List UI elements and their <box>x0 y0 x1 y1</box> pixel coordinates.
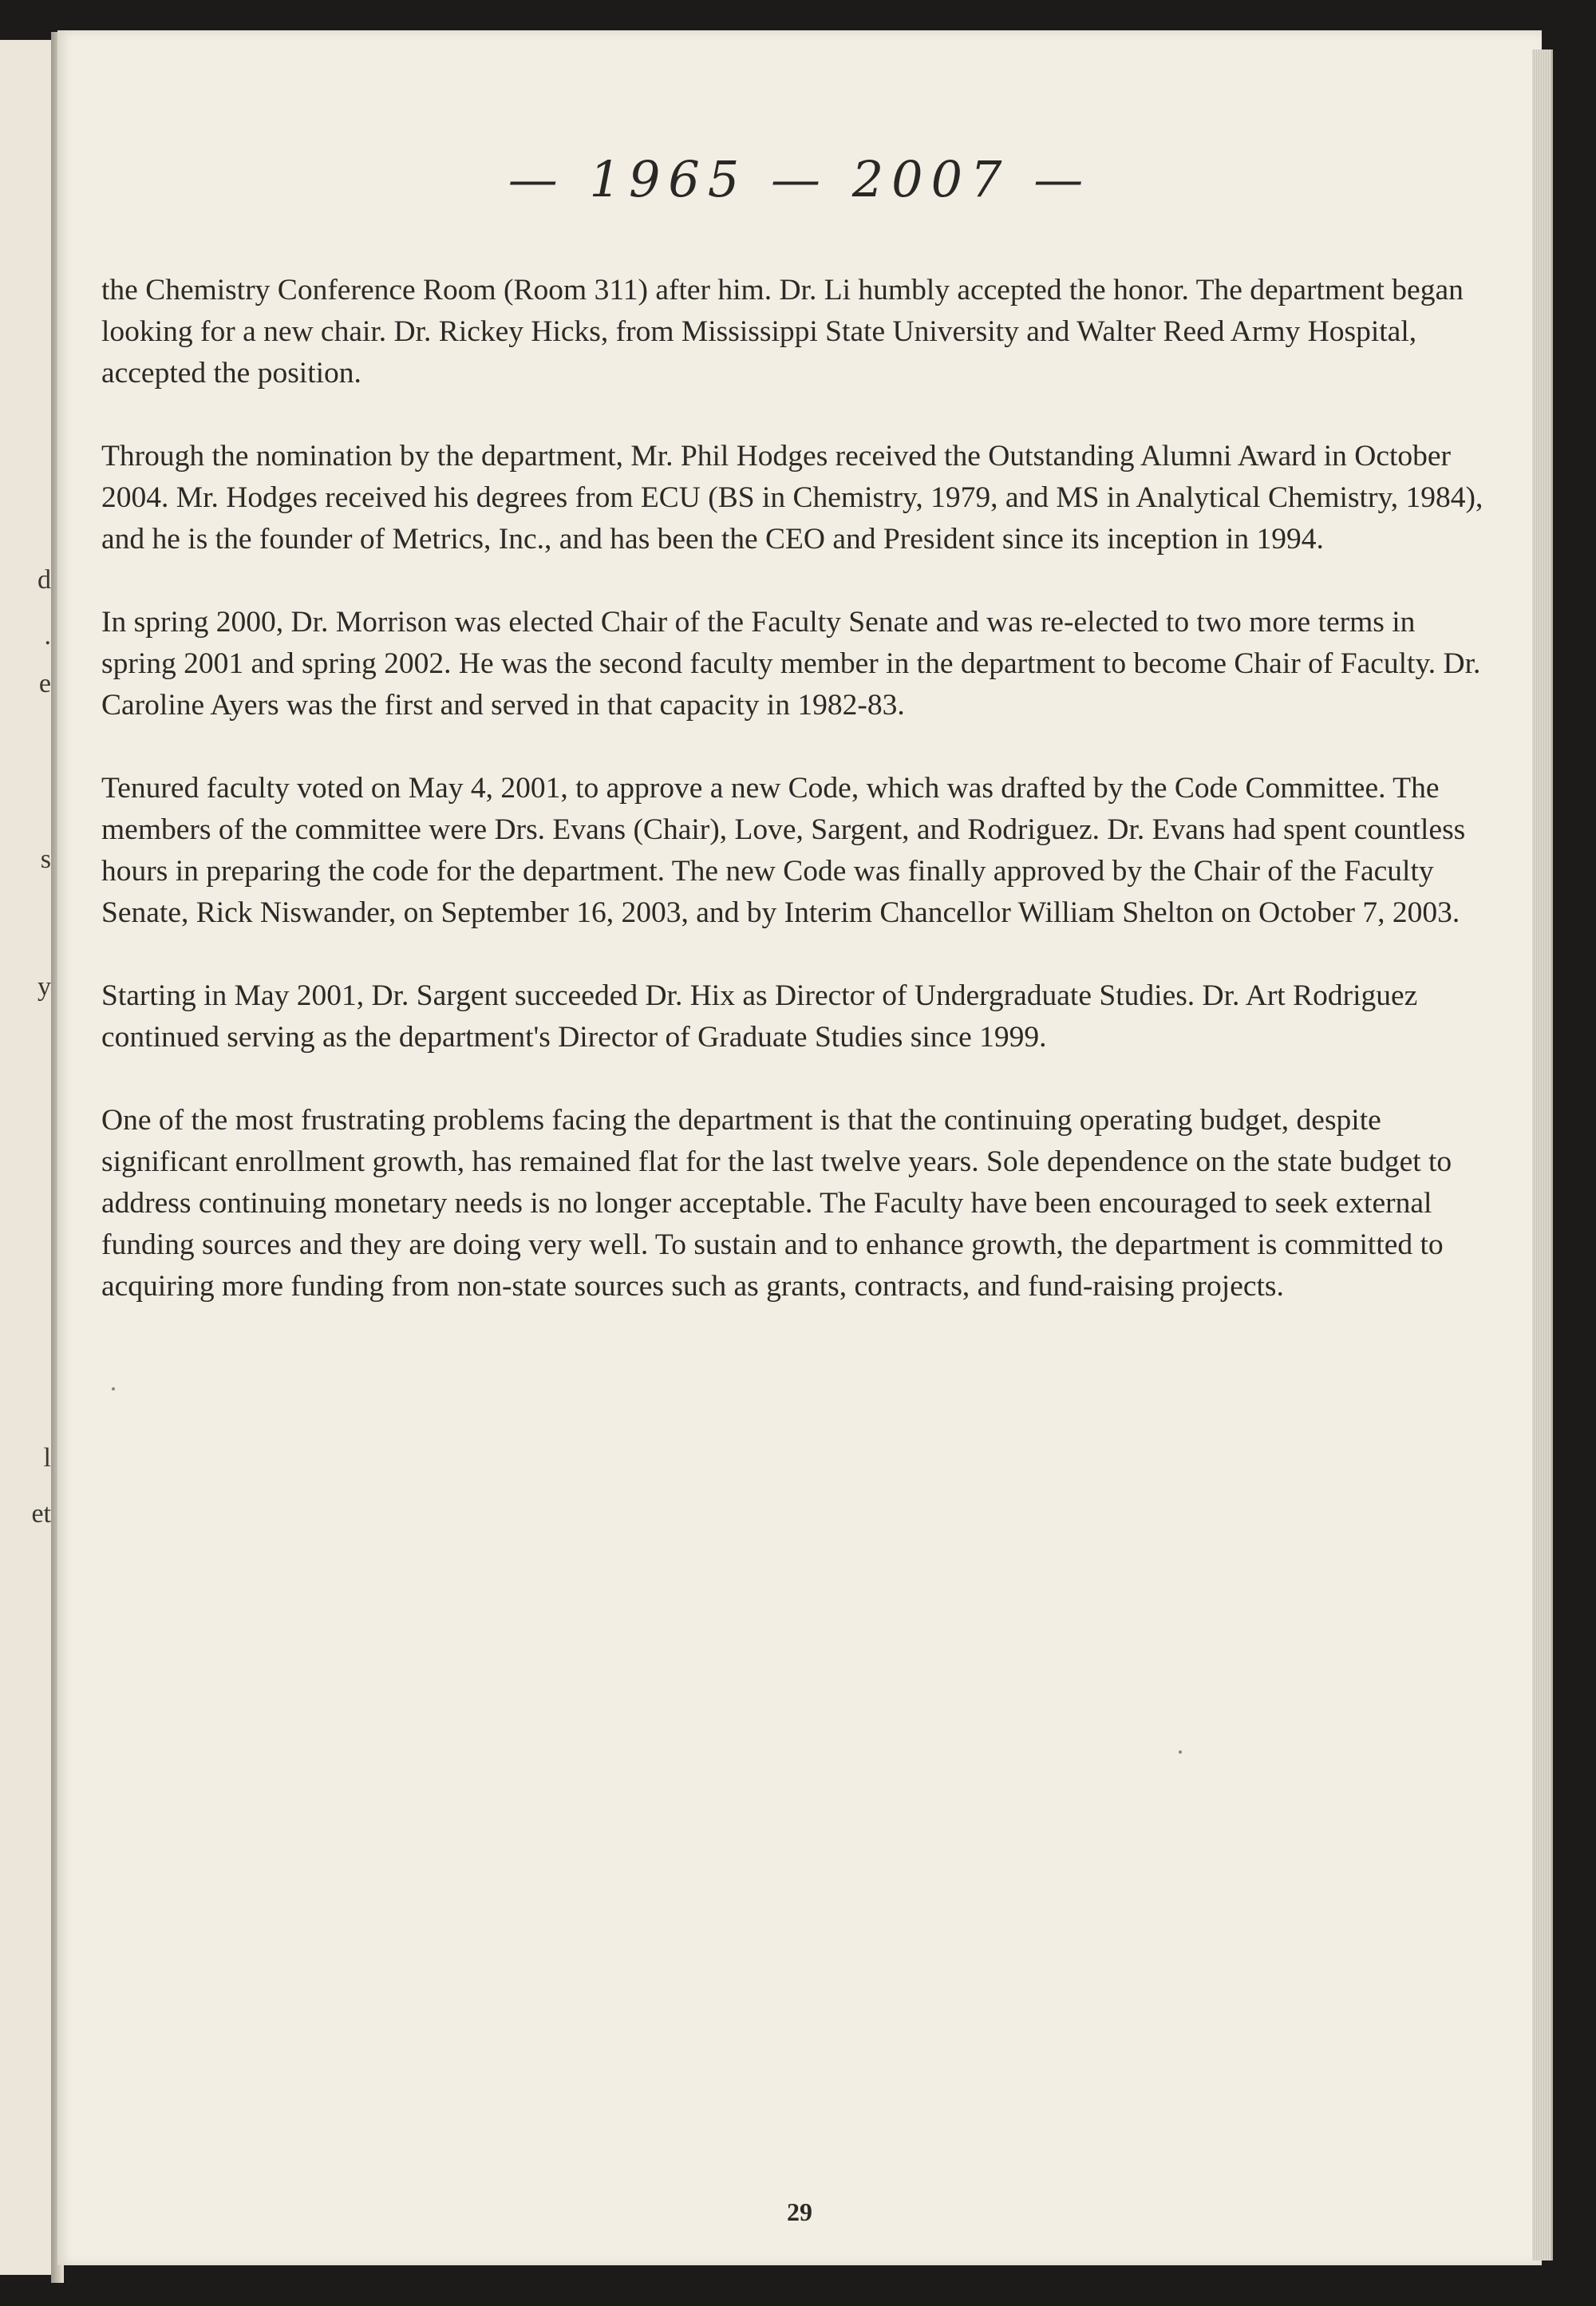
prev-page-fragment: et <box>31 1499 51 1529</box>
previous-page-edge <box>0 40 57 2275</box>
paragraph: Through the nomination by the department, Mr. Phil Hodges received the Outstanding Alumni Award in October 2004. Mr. Hodges received his degrees from ECU (BS in Chemistry, 1979, and MS in Analytical Chemistry, 1984), and he is the founder of Metrics, Inc., and has been the CEO and President since its inception in 1994. <box>101 440 1483 556</box>
prev-page-fragment: . <box>44 621 51 651</box>
paragraph: One of the most frustrating problems facing the department is that the continuing operating budget, despite significant enrollment growth, has remained flat for the last twelve years. Sole dependence on the state budget to address continuing monetary needs is no longer acceptable. The Faculty have been encouraged to seek external funding sources and they are doing very well. To sustain and to enhance growth, the department is committed to acquiring more funding from non-state sources such as grants, contracts, and fund-raising projects. <box>101 1104 1452 1303</box>
paragraph: In spring 2000, Dr. Morrison was elected Chair of the Faculty Senate and was re-elected to two more terms in spring 2001 and spring 2002. He was the second faculty member in the department to become Chair of Faculty. Dr. Caroline Ayers was the first and served in that capacity in 1982-83. <box>101 606 1481 722</box>
paragraph: Starting in May 2001, Dr. Sargent succeeded Dr. Hix as Director of Undergraduate Studies. Dr. Art Rodriguez continued serving as the department's Director of Graduate Studies since 1999. <box>101 979 1418 1054</box>
prev-page-fragment: y <box>38 972 51 1002</box>
paper-speck <box>1179 1750 1182 1754</box>
paragraph: Tenured faculty voted on May 4, 2001, to approve a new Code, which was drafted by the Code Committee. The members of the committee were Drs. Evans (Chair), Love, Sargent, and Rodriguez. Dr. Evans had spent countless hours in preparing the code for the department. The new Code was finally approved by the Chair of the Faculty Senate, Rick Niswander, on September 16, 2003, and by Interim Chancellor William Shelton on October 7, 2003. <box>101 772 1466 929</box>
prev-page-fragment: l <box>43 1443 51 1473</box>
document-page <box>57 30 1542 2265</box>
page-number: 29 <box>787 2197 812 2226</box>
paper-speck <box>112 1387 115 1390</box>
paragraph: the Chemistry Conference Room (Room 311) after him. Dr. Li humbly accepted the honor. The department began looking for a new chair. Dr. Rickey Hicks, from Mississippi State University and Walter Reed Army Hospital, accepted the position. <box>101 274 1464 390</box>
prev-page-fragment: e <box>38 669 51 698</box>
prev-page-fragment: s <box>40 844 51 874</box>
page-stack-edges <box>1532 49 1553 2261</box>
prev-page-fragment: d <box>38 565 51 595</box>
handwritten-year-header: — 1965 — 2007 — <box>508 150 1092 208</box>
body-text <box>101 270 1494 1349</box>
